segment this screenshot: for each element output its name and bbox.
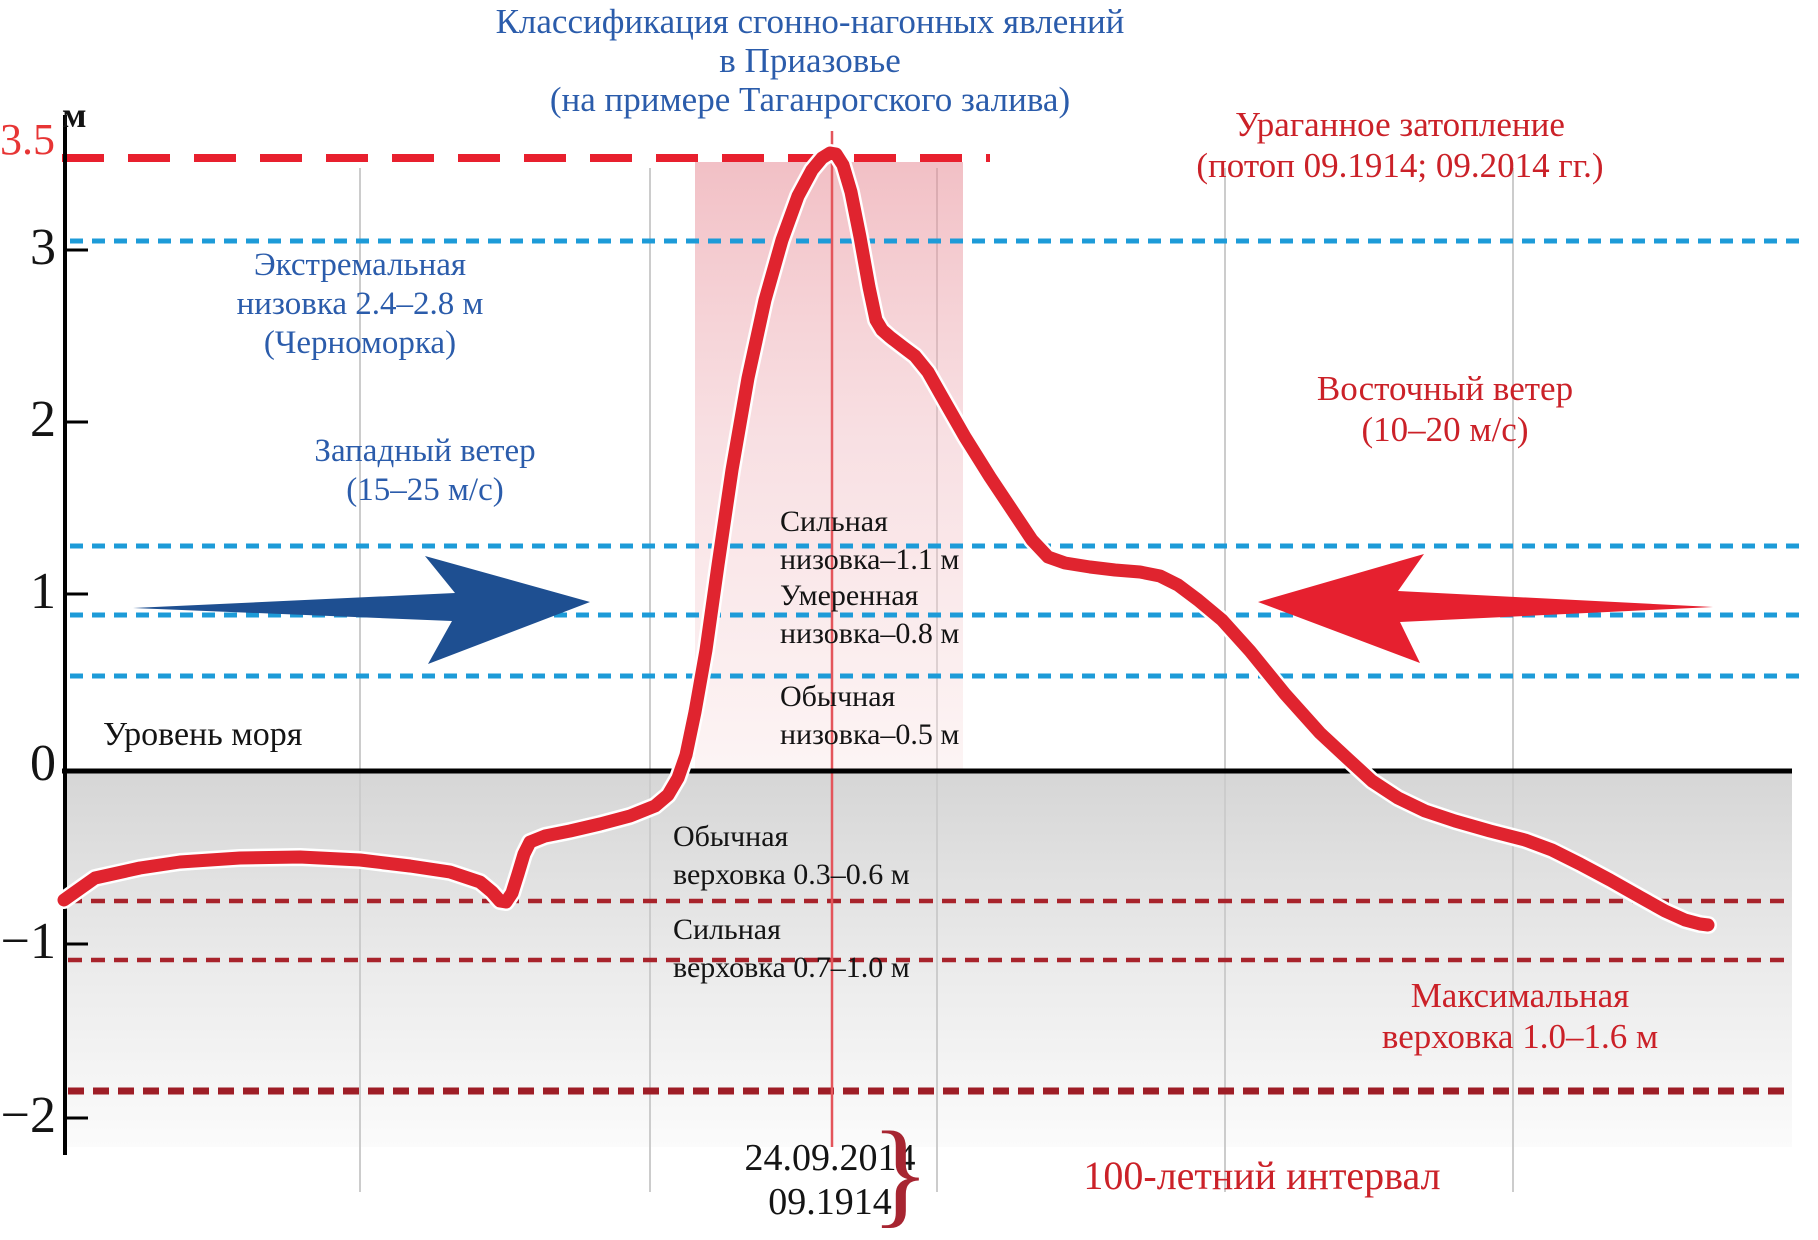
y-tick-m1: −1 bbox=[0, 913, 56, 970]
y-tick-1: 1 bbox=[30, 563, 56, 620]
chart-title bbox=[330, 2, 1290, 119]
west-wind-line2: (15–25 м/с) bbox=[346, 472, 504, 508]
east-wind-label bbox=[1180, 368, 1710, 450]
extreme-line2: низовка 2.4–2.8 м bbox=[236, 286, 484, 322]
y-axis-unit-label: м bbox=[62, 95, 87, 135]
century-interval-label: 100-летний интервал bbox=[1083, 1153, 1441, 1198]
y-tick-3: 3 bbox=[30, 219, 56, 276]
chart-title-line2: в Приазовье bbox=[719, 41, 901, 80]
west-wind-label bbox=[175, 432, 675, 510]
max-high-line2: верховка 1.0–1.6 м bbox=[1381, 1017, 1659, 1056]
strong-high-line1: Сильная bbox=[673, 913, 781, 946]
moderate-low-line2: низовка–0.8 м bbox=[780, 617, 960, 650]
hurricane-line2: (потоп 09.1914; 09.2014 гг.) bbox=[1196, 146, 1604, 185]
y-tick-2: 2 bbox=[30, 391, 56, 448]
max-verkhovka-label bbox=[1260, 975, 1780, 1057]
date-2014: 24.09.2014 bbox=[744, 1137, 916, 1179]
hurricane-line1: Ураганное затопление bbox=[1235, 105, 1565, 144]
east-wind-arrow-icon bbox=[1258, 554, 1713, 663]
chart-title-line1: Классификация сгонно-нагонных явлений bbox=[495, 2, 1125, 41]
moderate-nizovka-label bbox=[780, 577, 959, 653]
strong-verkhovka-label bbox=[673, 911, 910, 987]
normal-high-line2: верховка 0.3–0.6 м bbox=[673, 858, 910, 891]
west-wind-line1: Западный ветер bbox=[314, 433, 536, 469]
y-tick-0: 0 bbox=[30, 735, 56, 792]
y-tick-3-5: 3.5 bbox=[0, 115, 55, 164]
max-high-line1: Максимальная bbox=[1410, 976, 1630, 1015]
chart-title-line3: (на примере Таганрогского залива) bbox=[549, 80, 1071, 119]
normal-low-line2: низовка–0.5 м bbox=[780, 718, 960, 751]
normal-high-line1: Обычная bbox=[673, 820, 789, 853]
extreme-line3: (Черноморка) bbox=[263, 325, 457, 361]
extreme-line1: Экстремальная bbox=[253, 247, 467, 283]
strong-low-line1: Сильная bbox=[780, 505, 888, 538]
interval-brace: } bbox=[870, 1107, 931, 1238]
y-tick-m2: −2 bbox=[0, 1087, 56, 1144]
normal-low-line1: Обычная bbox=[780, 680, 896, 713]
sea-level-label: Уровень моря bbox=[103, 716, 303, 753]
strong-nizovka-label bbox=[780, 503, 959, 579]
strong-high-line2: верховка 0.7–1.0 м bbox=[673, 951, 910, 984]
normal-nizovka-label bbox=[780, 678, 959, 754]
strong-low-line2: низовка–1.1 м bbox=[780, 543, 960, 576]
moderate-low-line1: Умеренная bbox=[780, 579, 919, 612]
normal-verkhovka-label bbox=[673, 818, 910, 894]
east-wind-line2: (10–20 м/с) bbox=[1361, 410, 1529, 449]
hurricane-flood-label bbox=[1020, 104, 1780, 186]
extreme-nizovka-label bbox=[120, 246, 600, 363]
west-wind-arrow-icon bbox=[133, 556, 590, 664]
east-wind-line1: Восточный ветер bbox=[1316, 369, 1574, 408]
date-1914: 09.1914 bbox=[768, 1181, 892, 1223]
